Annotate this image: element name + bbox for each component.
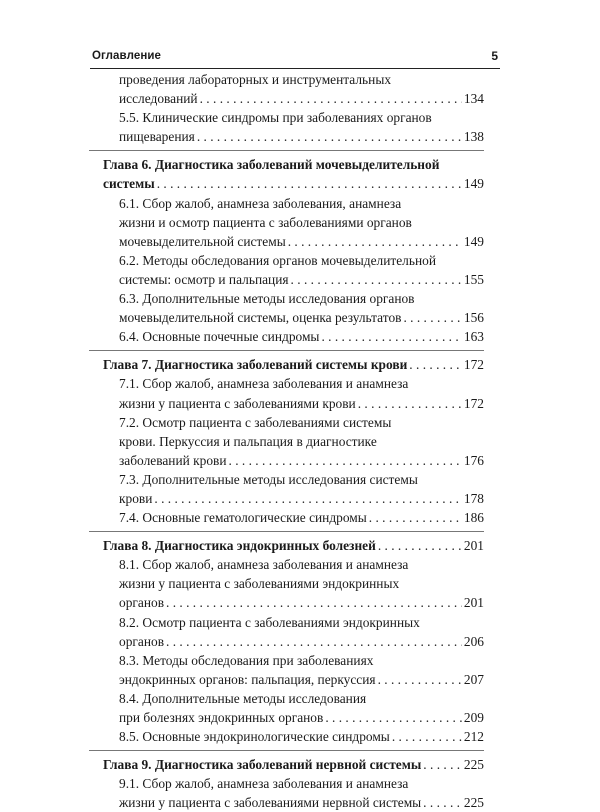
toc-entry-s-7-3[interactable] (103, 470, 484, 508)
toc-entry-s-9-1[interactable] (103, 774, 484, 812)
dot-leader (325, 708, 462, 727)
toc-page-number: 186 (463, 510, 484, 526)
toc-entry-s-8-4[interactable] (103, 689, 484, 727)
toc-entry-text: 7.2. Осмотр пациента с заболеваниями системы (119, 414, 392, 430)
toc-page-number: 155 (463, 271, 484, 287)
page-number: 5 (491, 49, 498, 63)
dot-leader (321, 327, 461, 346)
toc-entry-text: 6.2. Методы обследования органов мочевыделительной (119, 252, 436, 268)
toc-entry-ch-9[interactable] (103, 755, 484, 774)
chapter-separator (89, 350, 484, 351)
dot-leader (288, 232, 462, 251)
toc-entry-text: эндокринных органов: пальпация, перкуссия (119, 671, 376, 687)
toc-entry-text: жизни и осмотр пациента с заболеваниями органов (119, 214, 412, 230)
toc-page-number: 138 (463, 129, 484, 145)
toc-entry-text: 7.3. Дополнительные методы исследования системы (119, 471, 418, 487)
running-header (90, 50, 500, 69)
toc-page-number: 156 (463, 310, 484, 326)
dot-leader (166, 593, 462, 612)
toc-entry-text: 8.2. Осмотр пациента с заболеваниями эндокринных (119, 614, 420, 630)
toc-page-number: 163 (463, 329, 484, 345)
toc-entry-s-6-3[interactable] (103, 289, 484, 327)
dot-leader (378, 670, 462, 689)
toc-entry-cont-5-4[interactable] (103, 70, 484, 108)
toc-entry-text: 7.4. Основные гематологические синдромы (119, 510, 367, 526)
toc-entry-ch-8[interactable] (103, 536, 484, 555)
toc-entry-text: органов (119, 595, 165, 611)
chapter-separator (89, 531, 484, 532)
toc-page-number: 212 (463, 729, 484, 745)
toc-entry-s-8-3[interactable] (103, 651, 484, 689)
toc-page-number: 172 (463, 395, 484, 411)
toc-entry-s-5-5[interactable] (103, 108, 484, 146)
toc-entry-s-8-5[interactable] (103, 727, 484, 746)
toc-entry-text: мочевыделительной системы, оценка результатов (119, 310, 402, 326)
toc-entry-text: мочевыделительной системы (119, 233, 286, 249)
toc-entry-text: Глава 7. Диагностика заболеваний системы крови (103, 357, 408, 373)
toc-entry-s-6-4[interactable] (103, 327, 484, 346)
toc-entry-text: 7.1. Сбор жалоб, анамнеза заболевания и анамнеза (119, 376, 409, 392)
toc-entry-text: жизни у пациента с заболеваниями крови (119, 395, 356, 411)
dot-leader (166, 632, 462, 651)
toc-entry-text: Глава 8. Диагностика эндокринных болезней (103, 538, 376, 554)
toc-entry-s-6-1[interactable] (103, 194, 484, 251)
toc-page-number: 149 (463, 233, 484, 249)
toc-entry-text: 6.4. Основные почечные синдромы (119, 329, 320, 345)
toc-entry-ch-7[interactable] (103, 355, 484, 374)
toc-entry-text: 8.5. Основные эндокринологические синдромы (119, 729, 390, 745)
toc-page-number: 225 (463, 795, 484, 811)
toc-entry-text: 8.4. Дополнительные методы исследования (119, 690, 367, 706)
toc-entry-text: крови (119, 490, 153, 506)
toc-page-number: 176 (463, 452, 484, 468)
dot-leader (423, 793, 462, 812)
toc-entry-text: Глава 6. Диагностика заболеваний мочевыделительной (103, 157, 440, 173)
toc-entry-text: 6.1. Сбор жалоб, анамнеза заболевания, анамнеза (119, 195, 402, 211)
toc-entry-text: 5.5. Клинические синдромы при заболеваниях органов (119, 110, 432, 126)
toc-entry-text: проведения лабораторных и инструментальных (119, 72, 392, 87)
chapter-separator (89, 150, 484, 151)
toc-page-number: 201 (463, 595, 484, 611)
dot-leader (409, 355, 462, 374)
dot-leader (154, 489, 462, 508)
toc-page-number: 201 (463, 538, 484, 554)
toc-page-number: 134 (463, 91, 484, 107)
dot-leader (197, 127, 462, 146)
dot-leader (378, 536, 462, 555)
toc-entry-s-7-1[interactable] (103, 374, 484, 412)
table-of-contents (103, 70, 484, 812)
toc-entry-text: заболеваний крови (119, 452, 227, 468)
toc-entry-text: 9.1. Сбор жалоб, анамнеза заболевания и анамнеза (119, 776, 409, 792)
toc-page-number: 172 (463, 357, 484, 373)
toc-entry-text: крови. Перкуссия и пальпация в диагностике (119, 433, 377, 449)
toc-page-number: 207 (463, 671, 484, 687)
toc-page-number: 225 (463, 757, 484, 773)
toc-entry-text: органов (119, 633, 165, 649)
dot-leader (369, 508, 462, 527)
dot-leader (200, 89, 462, 108)
dot-leader (291, 270, 462, 289)
toc-entry-s-7-2[interactable] (103, 413, 484, 470)
dot-leader (229, 451, 462, 470)
dot-leader (423, 755, 462, 774)
toc-entry-text: 8.3. Методы обследования при заболеваниях (119, 652, 374, 668)
toc-page-number: 206 (463, 633, 484, 649)
dot-leader (358, 394, 462, 413)
dot-leader (403, 308, 461, 327)
toc-entry-s-8-2[interactable] (103, 613, 484, 651)
toc-entry-s-7-4[interactable] (103, 508, 484, 527)
toc-page-number: 209 (463, 710, 484, 725)
toc-entry-text: Глава 9. Диагностика заболеваний нервной системы (103, 757, 422, 773)
toc-entry-text: пищеварения (119, 129, 195, 145)
toc-page-number: 178 (463, 490, 484, 506)
toc-entry-text: системы (103, 176, 155, 192)
toc-entry-ch-6[interactable] (103, 155, 484, 193)
dot-leader (392, 727, 462, 746)
toc-entry-text: 6.3. Дополнительные методы исследования органов (119, 291, 415, 307)
toc-entry-s-8-1[interactable] (103, 555, 484, 612)
toc-entry-text: 8.1. Сбор жалоб, анамнеза заболевания и анамнеза (119, 557, 409, 573)
toc-entry-text: системы: осмотр и пальпация (119, 271, 289, 287)
chapter-separator (89, 750, 484, 751)
toc-entry-text: при болезнях эндокринных органов (119, 710, 324, 725)
toc-entry-s-6-2[interactable] (103, 251, 484, 289)
toc-entry-text: жизни у пациента с заболеваниями эндокринных (119, 576, 400, 592)
toc-page-number: 149 (463, 176, 484, 192)
toc-entry-text: жизни у пациента с заболеваниями нервной системы (119, 795, 422, 811)
toc-entry-text: исследований (119, 91, 198, 107)
running-header-title: Оглавление (92, 50, 162, 62)
dot-leader (157, 174, 462, 193)
